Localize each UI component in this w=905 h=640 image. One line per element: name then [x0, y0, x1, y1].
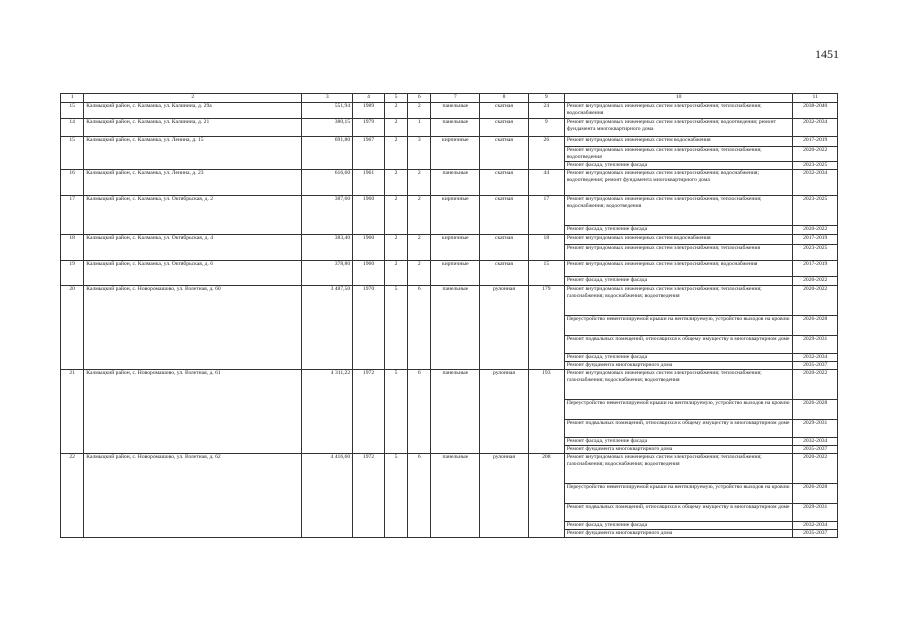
apartments-cell: 179 — [528, 285, 564, 369]
entrances-cell: 6 — [408, 453, 431, 537]
roof-type-cell: рулонная — [480, 369, 529, 453]
table-row — [61, 169, 838, 195]
work-type-cell: Ремонт фасада, утепление фасада — [564, 437, 793, 445]
table-row — [61, 137, 838, 147]
work-type-cell: Ремонт фундамента многоквартирного дома — [564, 361, 793, 369]
work-period-cell: 2023-2025 — [793, 161, 838, 169]
work-type-cell: Ремонт фасада, утепление фасада — [564, 225, 793, 234]
entrances-cell: 6 — [408, 285, 431, 369]
work-type-cell: Ремонт фасада, утепление фасада — [564, 521, 793, 529]
apartments-cell: 15 — [528, 260, 564, 285]
col-header: 5 — [384, 94, 407, 103]
entrances-cell: 3 — [408, 137, 431, 170]
wall-material-cell: панельные — [431, 285, 480, 369]
year-cell: 1961 — [353, 169, 385, 195]
area-cell: 3 487,50 — [302, 285, 353, 369]
work-period-cell: 2029-2031 — [793, 335, 838, 353]
work-type-cell: Ремонт внутридомовых инженерных систем водоснабжения — [564, 234, 793, 244]
work-period-cell: 2035-2037 — [793, 529, 838, 537]
row-number: 22 — [61, 453, 84, 537]
work-type-cell: Ремонт фасада, утепление фасада — [564, 276, 793, 285]
page-number: 1451 — [815, 47, 839, 61]
floors-cell: 2 — [384, 103, 407, 119]
work-type-cell: Переустройство невентилируемой крыши на вентилируемую, устройство выходов на кровлю — [564, 315, 793, 335]
table-row — [61, 195, 838, 225]
work-period-cell: 2026-2028 — [793, 483, 838, 503]
wall-material-cell: панельные — [431, 369, 480, 453]
work-type-cell: Ремонт внутридомовых инженерных систем электроснабжения; водоснабжения; водоотведения; ремонт фундамента многоквартирного дома — [564, 169, 793, 195]
work-period-cell: 2020-2022 — [793, 225, 838, 234]
roof-type-cell: скатная — [480, 260, 529, 285]
address-cell: Калмыцкий район, с. Калманка, ул. Октябрьская, д. 2 — [84, 195, 302, 234]
year-cell: 1989 — [353, 103, 385, 119]
area-cell: 4 416,60 — [302, 453, 353, 537]
work-period-cell: 2017-2019 — [793, 137, 838, 147]
col-header: 7 — [431, 94, 480, 103]
floors-cell: 2 — [384, 260, 407, 285]
roof-type-cell: скатная — [480, 119, 529, 137]
work-period-cell: 2035-2037 — [793, 445, 838, 453]
entrances-cell: 2 — [408, 260, 431, 285]
area-cell: 380,15 — [302, 119, 353, 137]
row-number: 15 — [61, 137, 84, 170]
table-row — [61, 453, 838, 483]
year-cell: 1960 — [353, 195, 385, 234]
wall-material-cell: кирпичные — [431, 234, 480, 260]
col-header: 3 — [302, 94, 353, 103]
work-period-cell: 2020-2022 — [793, 147, 838, 162]
address-cell: Калмыцкий район, с. Калманка, ул. Ленина, д. 15 — [84, 137, 302, 170]
col-header: 6 — [408, 94, 431, 103]
work-period-cell: 2026-2028 — [793, 399, 838, 419]
table-body — [61, 103, 838, 538]
address-cell: Калмыцкий район, с. Калманка, ул. Калинина, д. 29а — [84, 103, 302, 119]
year-cell: 1970 — [353, 285, 385, 369]
apartments-cell: 208 — [528, 453, 564, 537]
row-number: 18 — [61, 234, 84, 260]
row-number: 17 — [61, 195, 84, 234]
floors-cell: 5 — [384, 453, 407, 537]
entrances-cell: 2 — [408, 169, 431, 195]
entrances-cell: 2 — [408, 234, 431, 260]
year-cell: 1979 — [353, 119, 385, 137]
work-type-cell: Переустройство невентилируемой крыши на вентилируемую, устройство выходов на кровлю — [564, 399, 793, 419]
row-number: 16 — [61, 169, 84, 195]
apartments-cell: 193 — [528, 369, 564, 453]
year-cell: 1972 — [353, 369, 385, 453]
capital-repair-table — [60, 93, 838, 538]
floors-cell: 2 — [384, 119, 407, 137]
roof-type-cell: скатная — [480, 137, 529, 170]
wall-material-cell: панельные — [431, 103, 480, 119]
address-cell: Калмыцкий район, с. Калманка, ул. Октябрьская, д. 4 — [84, 234, 302, 260]
work-period-cell: 2020-2022 — [793, 276, 838, 285]
work-period-cell: 2032-2034 — [793, 437, 838, 445]
work-type-cell: Ремонт подвальных помещений, относящихся к общему имуществу в многоквартирном доме — [564, 419, 793, 437]
work-type-cell: Ремонт внутридомовых инженерных систем электроснабжения; теплоснабжения; газоснабжения; водоснабжения; водоотведения — [564, 285, 793, 315]
col-header: 11 — [793, 94, 838, 103]
floors-cell: 2 — [384, 169, 407, 195]
work-type-cell: Переустройство невентилируемой крыши на вентилируемую, устройство выходов на кровлю — [564, 483, 793, 503]
apartments-cell: 9 — [528, 119, 564, 137]
table-row — [61, 260, 838, 276]
work-type-cell: Ремонт фундамента многоквартирного дома — [564, 445, 793, 453]
row-number: 21 — [61, 369, 84, 453]
wall-material-cell: панельные — [431, 119, 480, 137]
roof-type-cell: скатная — [480, 169, 529, 195]
work-type-cell: Ремонт подвальных помещений, относящихся к общему имуществу в многоквартирном доме — [564, 335, 793, 353]
col-header: 4 — [353, 94, 385, 103]
work-period-cell: 2020-2022 — [793, 369, 838, 399]
table-row — [61, 119, 838, 137]
work-type-cell: Ремонт внутридомовых инженерных систем электроснабжения; теплоснабжения; водоотведения — [564, 147, 793, 162]
work-type-cell: Ремонт внутридомовых инженерных систем водоснабжения — [564, 137, 793, 147]
work-period-cell: 2035-2037 — [793, 361, 838, 369]
apartments-cell: 26 — [528, 137, 564, 170]
wall-material-cell: кирпичные — [431, 195, 480, 234]
work-period-cell: 2026-2028 — [793, 315, 838, 335]
area-cell: 383,40 — [302, 234, 353, 260]
row-number: 15 — [61, 103, 84, 119]
work-period-cell: 2038-2040 — [793, 103, 838, 119]
roof-type-cell: рулонная — [480, 285, 529, 369]
address-cell: Калмыцкий район, с. Новоромашово, ул. Взлетная, д. 62 — [84, 453, 302, 537]
work-type-cell: Ремонт внутридомовых инженерных систем электроснабжения; теплоснабжения; водоснабжения — [564, 103, 793, 119]
work-period-cell: 2023-2025 — [793, 244, 838, 260]
work-period-cell: 2029-2031 — [793, 419, 838, 437]
col-header: 8 — [480, 94, 529, 103]
address-cell: Калмыцкий район, с. Новоромашово, ул. Взлетная, д. 61 — [84, 369, 302, 453]
apartments-cell: 24 — [528, 103, 564, 119]
roof-type-cell: скатная — [480, 195, 529, 234]
row-number: 14 — [61, 119, 84, 137]
area-cell: 551,94 — [302, 103, 353, 119]
work-type-cell: Ремонт фасада, утепление фасада — [564, 353, 793, 361]
work-period-cell: 2017-2019 — [793, 260, 838, 276]
address-cell: Калмыцкий район, с. Новоромашово, ул. Взлетная, д. 60 — [84, 285, 302, 369]
floors-cell: 5 — [384, 369, 407, 453]
work-type-cell: Ремонт внутридомовых инженерных систем электроснабжения; теплоснабжения; газоснабжения; водоснабжения; водоотведения — [564, 369, 793, 399]
table-row — [61, 369, 838, 399]
work-period-cell: 2020-2022 — [793, 285, 838, 315]
wall-material-cell: кирпичные — [431, 260, 480, 285]
address-cell: Калмыцкий район, с. Калманка, ул. Ленина, д. 23 — [84, 169, 302, 195]
work-period-cell: 2017-2019 — [793, 234, 838, 244]
work-period-cell: 2032-2034 — [793, 521, 838, 529]
year-cell: 1960 — [353, 234, 385, 260]
year-cell: 1967 — [353, 137, 385, 170]
work-period-cell: 2023-2025 — [793, 195, 838, 225]
roof-type-cell: скатная — [480, 234, 529, 260]
work-type-cell: Ремонт внутридомовых инженерных систем электроснабжения; теплоснабжения; газоснабжения; водоснабжения; водоотведения — [564, 453, 793, 483]
area-cell: 387,60 — [302, 195, 353, 234]
roof-type-cell: рулонная — [480, 453, 529, 537]
col-header: 10 — [564, 94, 793, 103]
work-type-cell: Ремонт внутридомовых инженерных систем электроснабжения; теплоснабжения — [564, 244, 793, 260]
wall-material-cell: панельные — [431, 169, 480, 195]
address-cell: Калмыцкий район, с. Калманка, ул. Калинина, д. 21 — [84, 119, 302, 137]
work-type-cell: Ремонт фасада, утепление фасада — [564, 161, 793, 169]
entrances-cell: 2 — [408, 195, 431, 234]
apartments-cell: 18 — [528, 234, 564, 260]
year-cell: 1960 — [353, 260, 385, 285]
table-row — [61, 103, 838, 119]
entrances-cell: 1 — [408, 119, 431, 137]
floors-cell: 2 — [384, 234, 407, 260]
work-type-cell: Ремонт фундамента многоквартирного дома — [564, 529, 793, 537]
work-period-cell: 2029-2031 — [793, 503, 838, 521]
col-header: 1 — [61, 94, 84, 103]
work-period-cell: 2032-2034 — [793, 169, 838, 195]
area-cell: 378,80 — [302, 260, 353, 285]
entrances-cell: 2 — [408, 103, 431, 119]
work-period-cell: 2032-2034 — [793, 353, 838, 361]
row-number: 20 — [61, 285, 84, 369]
year-cell: 1972 — [353, 453, 385, 537]
entrances-cell: 6 — [408, 369, 431, 453]
col-header: 2 — [84, 94, 302, 103]
col-header: 9 — [528, 94, 564, 103]
area-cell: 616,60 — [302, 169, 353, 195]
floors-cell: 2 — [384, 195, 407, 234]
work-period-cell: 2020-2022 — [793, 453, 838, 483]
area-cell: 4 311,22 — [302, 369, 353, 453]
work-period-cell: 2032-2034 — [793, 119, 838, 137]
wall-material-cell: панельные — [431, 453, 480, 537]
apartments-cell: 17 — [528, 195, 564, 234]
header-row — [61, 94, 838, 103]
floors-cell: 5 — [384, 285, 407, 369]
work-type-cell: Ремонт внутридомовых инженерных систем электроснабжения, теплоснабжения; водоснабжения; водоотведения — [564, 195, 793, 225]
area-cell: 691,80 — [302, 137, 353, 170]
work-type-cell: Ремонт внутридомовых инженерных систем электроснабжения; водоотведения; ремонт фундамента многоквартирного дома — [564, 119, 793, 137]
apartments-cell: 44 — [528, 169, 564, 195]
work-type-cell: Ремонт внутридомовых инженерных систем электроснабжения; водоснабжения — [564, 260, 793, 276]
row-number: 19 — [61, 260, 84, 285]
work-type-cell: Ремонт подвальных помещений, относящихся к общему имуществу в многоквартирном доме — [564, 503, 793, 521]
address-cell: Калмыцкий район, с. Калманка, ул. Октябрьская, д. 6 — [84, 260, 302, 285]
table-row — [61, 285, 838, 315]
roof-type-cell: скатная — [480, 103, 529, 119]
floors-cell: 2 — [384, 137, 407, 170]
wall-material-cell: кирпичные — [431, 137, 480, 170]
table-row — [61, 234, 838, 244]
